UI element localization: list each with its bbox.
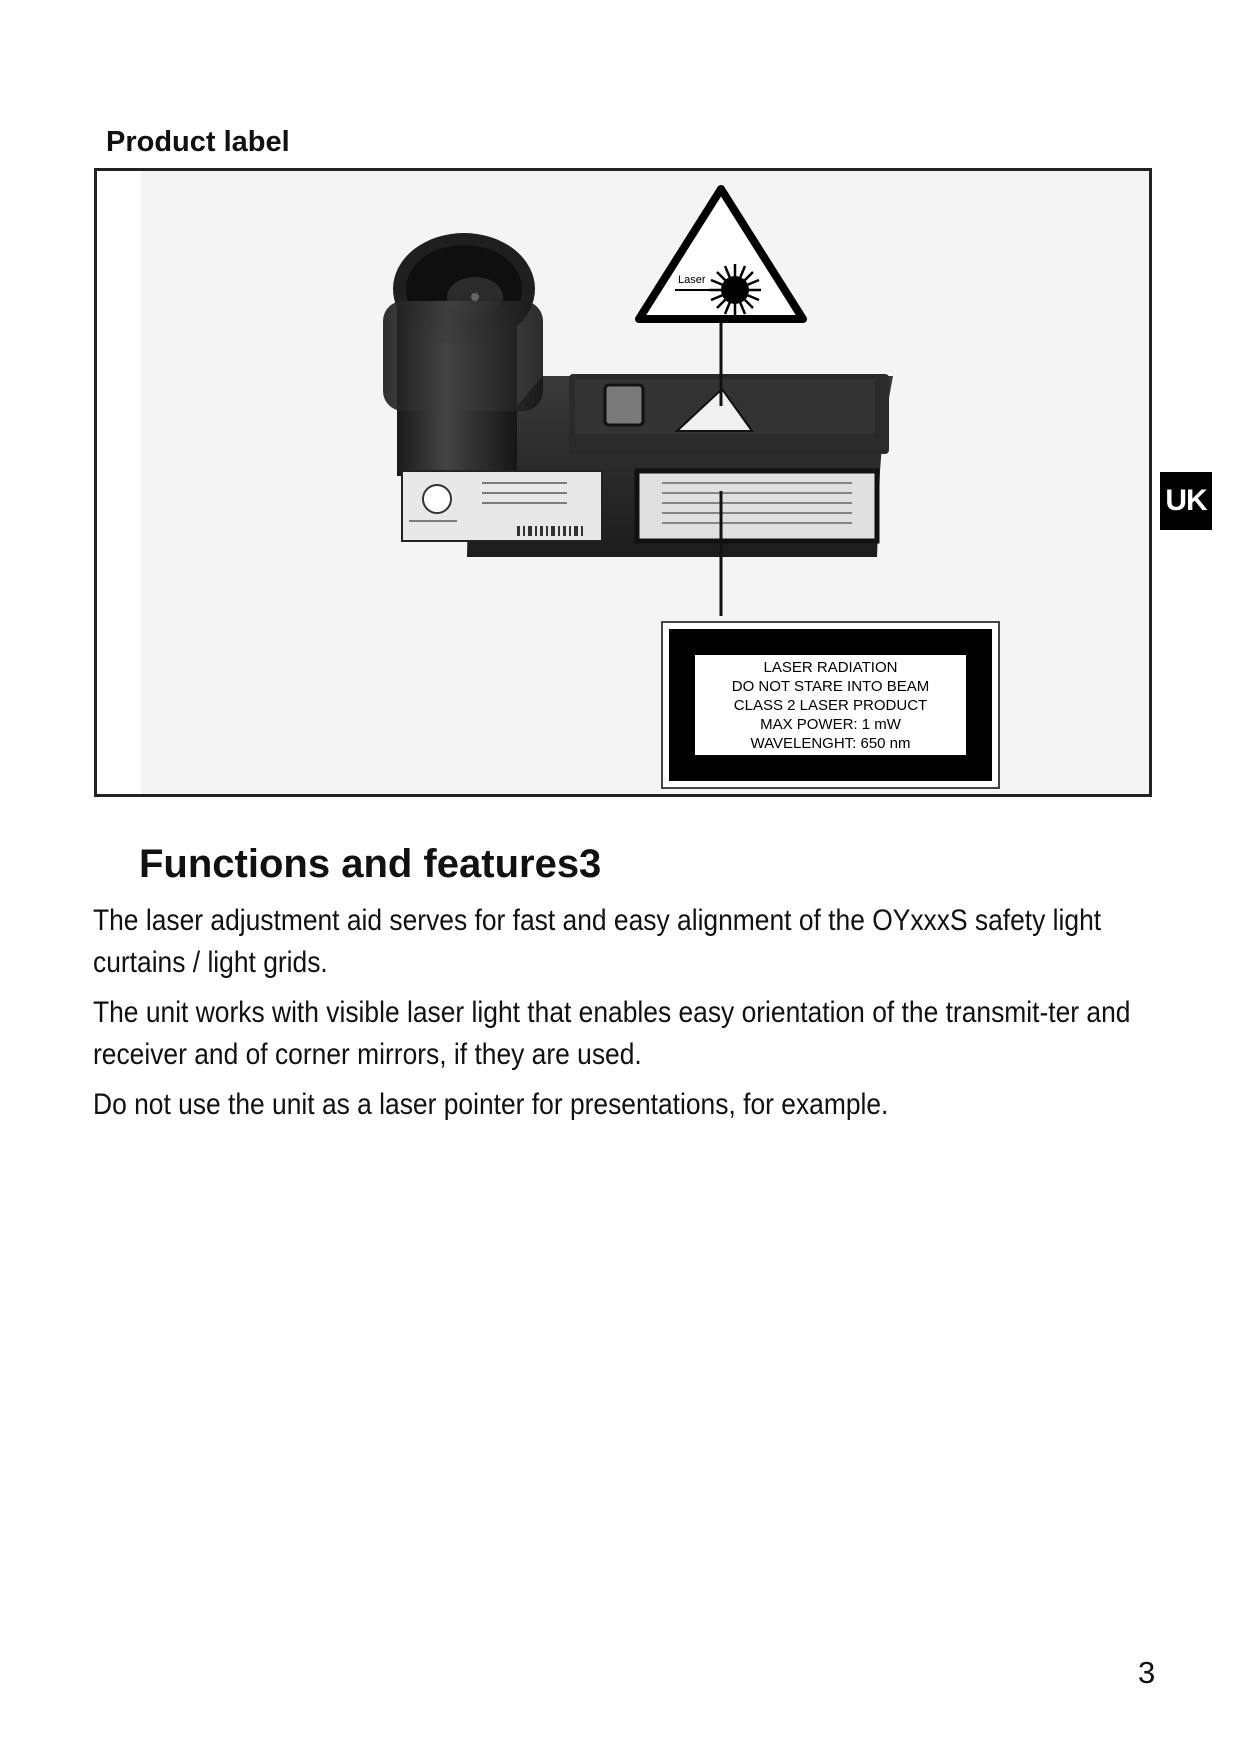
section-heading: Functions and features3 (139, 842, 602, 886)
label-line: DO NOT STARE INTO BEAM (731, 677, 930, 695)
section-label: Product label (106, 126, 290, 158)
warning-sign-text: Laser (678, 274, 706, 286)
body-text (93, 900, 1149, 1134)
label-line: WAVELENGHT: 650 nm (750, 734, 911, 752)
language-tab: UK (1160, 472, 1212, 530)
label-line: MAX POWER: 1 mW (760, 715, 901, 733)
paragraph: The unit works with visible laser light that enables easy orientation of the transmit-ter and receiver and of corner mirrors, if they are used. (93, 996, 1131, 1071)
page-number: 3 (1138, 1655, 1156, 1690)
paragraph: The laser adjustment aid serves for fast and easy alignment of the OYxxxS safety light curtains / light grids. (93, 904, 1102, 979)
laser-warning-label (661, 621, 1000, 789)
product-label-figure (94, 168, 1152, 797)
label-line: CLASS 2 LASER PRODUCT (733, 696, 928, 714)
paragraph: Do not use the unit as a laser pointer for presentations, for example. (93, 1088, 889, 1121)
label-line: LASER RADIATION (763, 658, 898, 676)
